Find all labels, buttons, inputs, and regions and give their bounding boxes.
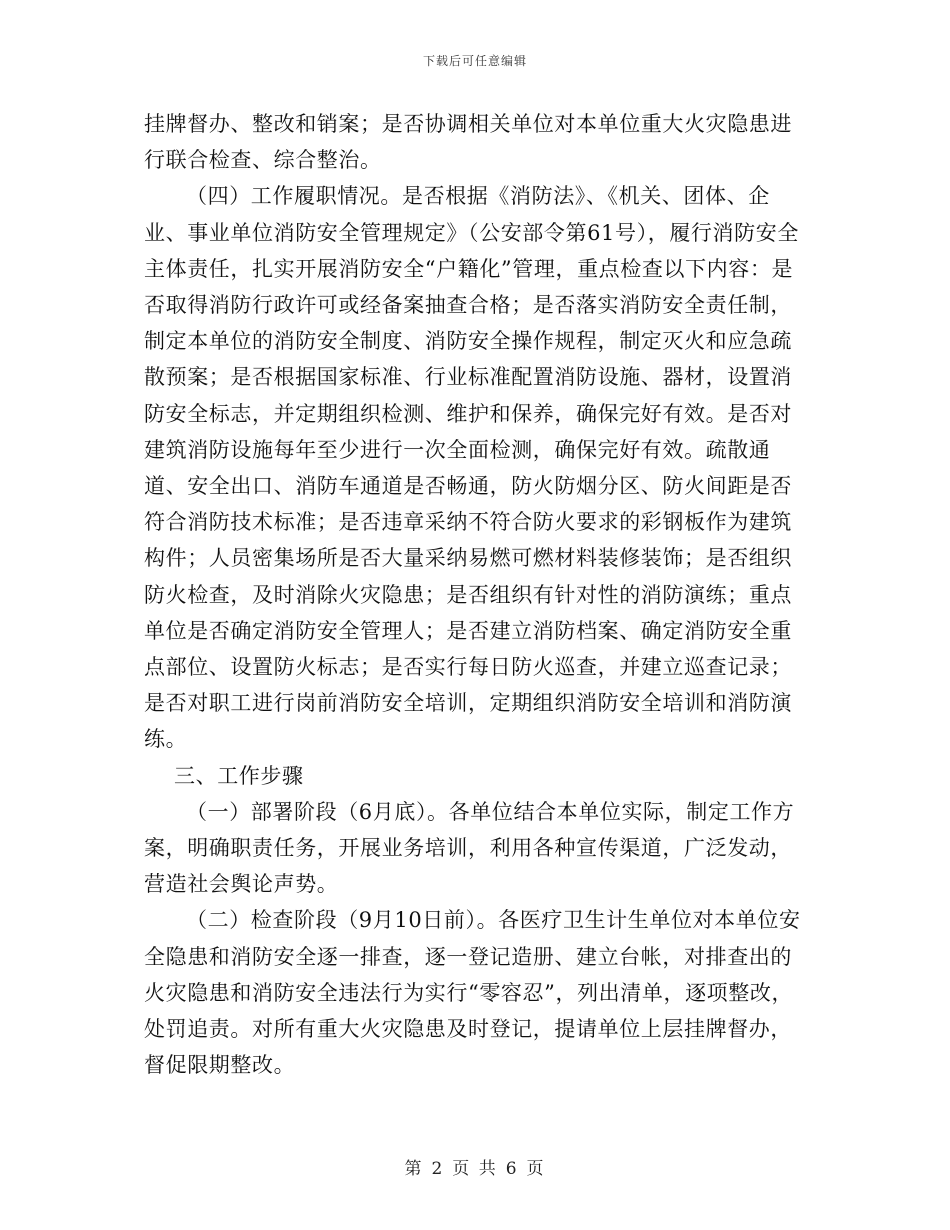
paragraph-work-duties: （四）工作履职情况。是否根据《消防法》、《机关、团体、企业、事业单位消防安全管理规定》（公安部令第61号），履行消防安全主体责任，扎实开展消防安全“户籍化”管理，重点检查以下内容：是否取得消防行政许可或经备案抽查合格；是否落实消防安全责任制，制定本单位的消防安全制度、消防安全操作规程，制定灭火和应急疏散预案；是否根据国家标准、行业标准配置消防设施、器材，设置消防安全标志，并定期组织检测、维护和保养，确保完好有效。是否对建筑消防设施每年至少进行一次全面检测，确保完好有效。疏散通道、安全出口、消防车通道是否畅通，防火防烟分区、防火间距是否符合消防技术标准；是否违章采纳不符合防火要求的彩钢板作为建筑构件；人员密集场所是否大量采纳易燃可燃材料装修装饰；是否组织防火检查，及时消除火灾隐患；是否组织有针对性的消防演练；重点单位是否确定消防安全管理人；是否建立消防档案、确定消防安全重点部位、设置防火标志；是否实行每日防火巡查，并建立巡查记录；是否对职工进行岗前消防安全培训，定期组织消防安全培训和消防演练。 [144, 184, 799, 752]
footer-prefix: 第 [404, 1159, 424, 1179]
document-body [144, 106, 812, 1083]
current-page-number: 2 [431, 1159, 445, 1179]
total-page-number: 6 [505, 1159, 519, 1179]
paragraph-deployment-stage: （一）部署阶段（6月底）。各单位结合本单位实际，制定工作方案，明确职责任务，开展业务培训，利用各种宣传渠道，广泛发动，营造社会舆论声势。 [144, 799, 795, 897]
page-header: 下载后可任意编辑 [422, 54, 527, 68]
page-footer [0, 1154, 950, 1179]
section-heading-work-steps: 三、工作步骤 [174, 763, 304, 788]
footer-suffix: 页 [526, 1159, 546, 1179]
footer-middle: 页 共 [452, 1159, 498, 1179]
paragraph-continuation: 挂牌督办、整改和销案；是否协调相关单位对本单位重大火灾隐患进行联合检查、综合整治。 [144, 112, 792, 173]
paragraph-inspection-stage: （二）检查阶段（9月10日前）。各医疗卫生计生单位对本单位安全隐患和消防安全逐一排查，逐一登记造册、建立台帐，对排查出的火灾隐患和消防安全违法行为实行“零容忍”，列出清单，逐项整改，处罚追责。对所有重大火灾隐患及时登记，提请单位上层挂牌督办，督促限期整改。 [144, 908, 801, 1078]
